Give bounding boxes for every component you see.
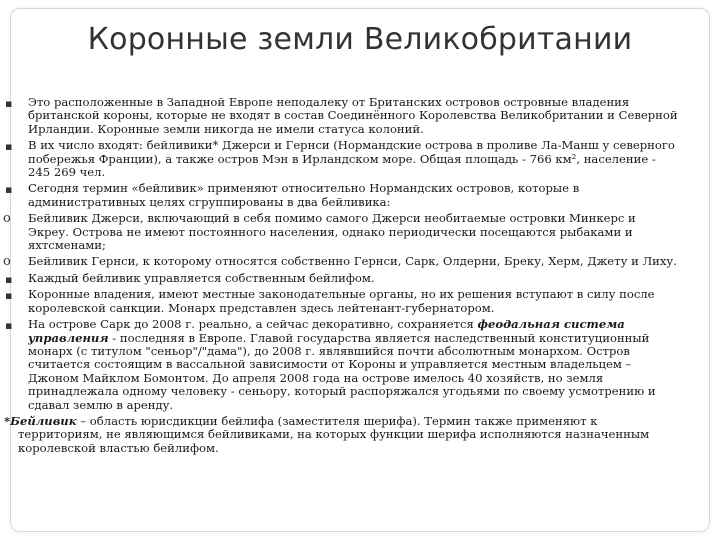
list-item (0, 255, 680, 268)
list-item-text: Коронные владения, имеют местные законодательные органы, но их решения вступают в силу после королевской санкции. Монарх представлен здесь лейтенант-губернатором. (28, 287, 655, 315)
list-item-text: Каждый бейливик управляется собственным бейлифом. (28, 270, 375, 285)
square-bullet-icon: ▪ (5, 272, 13, 286)
footnote-term: *Бейливик (4, 413, 77, 428)
slide-content (0, 96, 680, 455)
list-item (0, 182, 680, 209)
sark-emphasis: феодальная система управления (28, 317, 625, 345)
list-item-text: Бейливик Джерси, включающий в себя помимо самого Джерси необитаемые островки Минкерс и Экреу. Острова не имеют постоянного населения, однако периодически посещаются рыбаками и яхтсменами; (28, 211, 636, 253)
list-item (0, 288, 680, 315)
square-bullet-icon: ▪ (5, 97, 13, 110)
square-bullet-icon: ▪ (5, 319, 13, 333)
list-item-sark (0, 318, 680, 412)
footnote (0, 415, 680, 455)
list-item-text: Это расположенные в Западной Европе неподалеку от Британских островов островные владения британской короны, которые не входят в состав Соединённого Королевства Великобритании и Северной Ирландии. Коронные земли никогда не имели статуса колоний. (28, 95, 678, 136)
page-title: Коронные земли Великобритании (87, 22, 633, 57)
sark-text-before: На острове Сарк до 2008 г. реально, а сейчас декоративно, сохраняется (28, 317, 478, 332)
list-item (0, 272, 680, 285)
list-item (0, 212, 680, 252)
list-item-text: Сегодня термин «бейливик» применяют относительно Нормандских островов, которые в административных целях сгруппированы в два бейливика: (28, 181, 580, 209)
list-item (0, 139, 680, 179)
circle-bullet-icon: o (3, 254, 11, 270)
sark-text-after: - последняя в Европе. Главой государства является наследственный конституционный монарх (с титулом "сеньор"/"дама"), до 2008 г. являвшийся почти абсолютным монархом. Остров считается состоящим в вассальной зависимости от Короны и управляется местным владельцем – Джоном Майклом Бомонтом. До апреля 2008 года на острове имелось 40 хозяйств, но земля принадлежала одному человеку - сеньору, который распоряжался угодьями по своему усмотрению и сдавал землю в аренду. (28, 330, 656, 412)
list-item-text: В их число входят: бейливики* Джерси и Гернси (Нормандские острова в проливе Ла-Манш у северного побережья Франции), а также остров Мэн в Ирландском море. Общая площадь - 766 км², население - 245 269 чел. (28, 138, 675, 180)
list-item (0, 96, 680, 136)
square-bullet-icon: ▪ (5, 140, 13, 154)
square-bullet-icon: ▪ (5, 289, 13, 303)
square-bullet-icon: ▪ (5, 183, 13, 197)
footnote-text: – область юрисдикции бейлифа (заместителя шерифа). Термин также применяют к территориям, не являющимся бейливиками, на которых функции шерифа исполняются назначенным королевской властью бейлифом. (18, 413, 650, 455)
circle-bullet-icon: o (3, 211, 11, 227)
list-item-text: Бейливик Гернси, к которому относятся собственно Гернси, Сарк, Олдерни, Бреку, Херм, Джету и Лиху. (28, 254, 677, 269)
